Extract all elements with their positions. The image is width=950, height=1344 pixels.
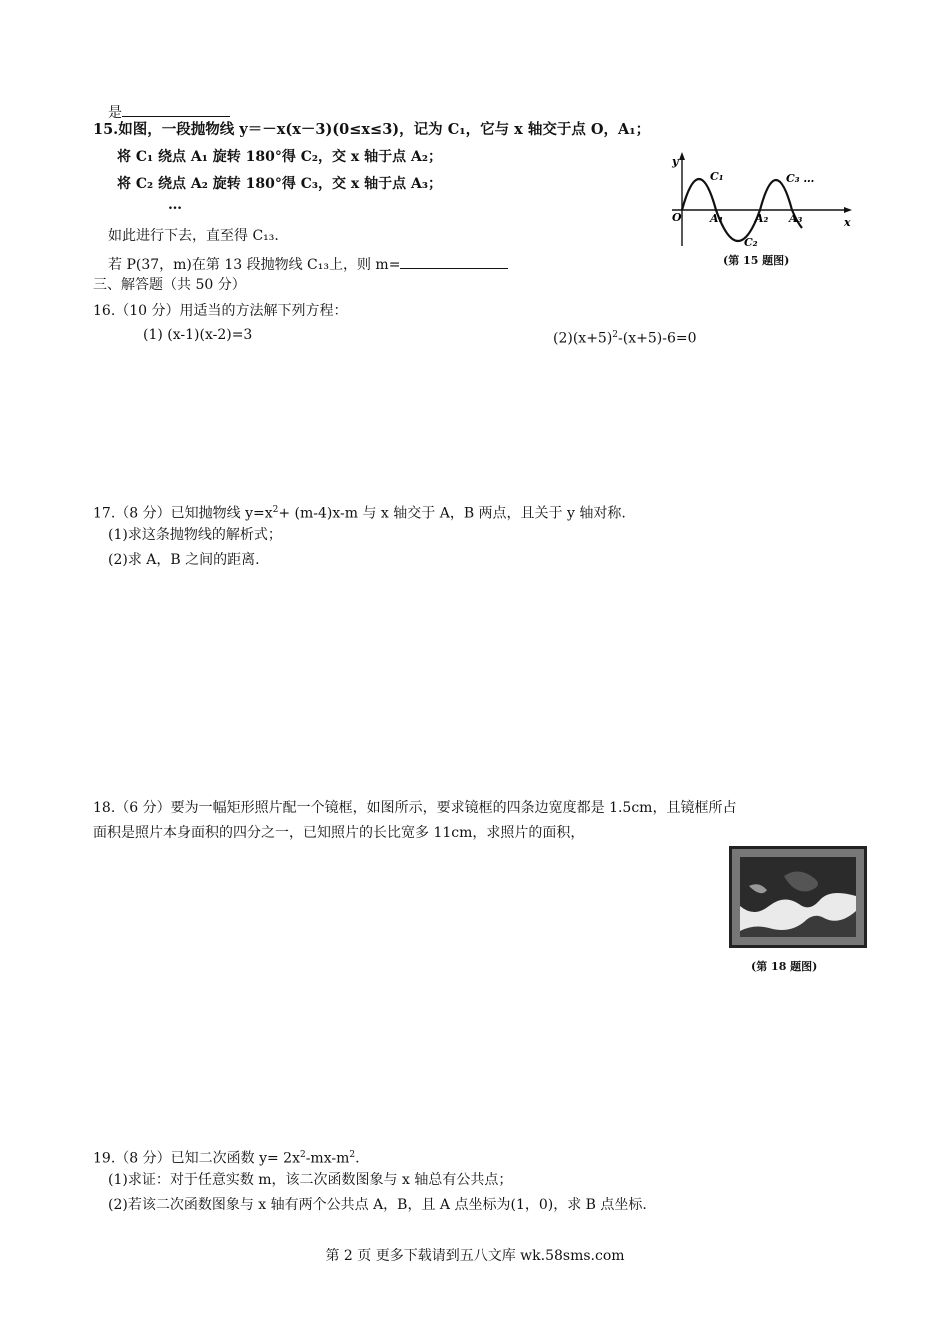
q14-tail: 是 [108,102,230,122]
x-axis-arrow [844,207,852,213]
q19-part1: (1)求证：对于任意实数 m，该二次函数图象与 x 轴总有公共点； [108,1172,513,1188]
q15-line4: … [168,197,182,213]
c2-label: C₂ [744,236,758,249]
q15-line6: 若 P(37，m)在第 13 段抛物线 C₁₃上，则 m= [108,254,508,274]
q15-line5: 如此进行下去，直至得 C₁₃. [108,228,279,244]
q17-part2: (2)求 A，B 之间的距离. [108,552,260,568]
a1-label: A₁ [710,212,724,225]
q18-framed-photo-figure [729,846,867,948]
section-heading: 三、解答题（共 50 分） [93,277,246,293]
q15-parabola-figure [668,150,858,250]
q15-line2: 将 C₁ 绕点 A₁ 旋转 180°得 C₂，交 x 轴于点 A₂； [117,149,442,165]
q15-figure-caption: (第 15 题图) [723,254,790,267]
q18-line2: 面积是照片本身面积的四分之一，已知照片的长比宽多 11cm，求照片的面积， [93,825,585,841]
q15-line3: 将 C₂ 绕点 A₂ 旋转 180°得 C₃，交 x 轴于点 A₃； [117,176,442,192]
x-label: x [844,216,851,229]
q15-line1: 15.如图，一段抛物线 y＝－x(x－3)(0≤x≤3)，记为 C₁，它与 x 轴交于点 O，A₁； [93,121,651,138]
y-axis-arrow [679,152,685,160]
q19-title: 19.（8 分）已知二次函数 $y= 2x^2-mx-m^2$. [93,1150,360,1167]
a2-label: A₂ [755,212,769,225]
q17-part1: (1)求这条抛物线的解析式； [108,527,282,543]
q19-part2: (2)若该二次函数图象与 x 轴有两个公共点 A，B，且 A 点坐标为(1，0)，求 B 点坐标. [108,1197,647,1213]
y-label: y [672,155,679,168]
q18-line1: 18.（6 分）要为一幅矩形照片配一个镜框，如图所示，要求镜框的四条边宽度都是 1.5cm，且镜框所占 [93,800,737,816]
origin-label: O [672,211,682,224]
c1-label: C₁ [710,170,724,183]
answer-blank-15 [400,254,508,269]
q16-part1: (1) (x-1)(x-2)=3 [143,327,253,343]
q16-part2: $(2)(x+5)^2-(x+5)-6=0$ [553,330,697,347]
answer-blank-14 [122,102,230,117]
c3-label: C₃ … [786,172,815,185]
q17-title: 17.（8 分）已知抛物线 $y=x^2+ (m-4)x-m$ 与 x 轴交于 A，B 两点，且关于 y 轴对称. [93,505,626,522]
q18-figure-caption: (第 18 题图) [751,960,818,973]
page-footer: 第 2 页 更多下载请到五八文库 wk.58sms.com [325,1248,625,1264]
a3-label: A₃ [789,212,803,225]
q16-title: 16.（10 分）用适当的方法解下列方程： [93,303,348,319]
